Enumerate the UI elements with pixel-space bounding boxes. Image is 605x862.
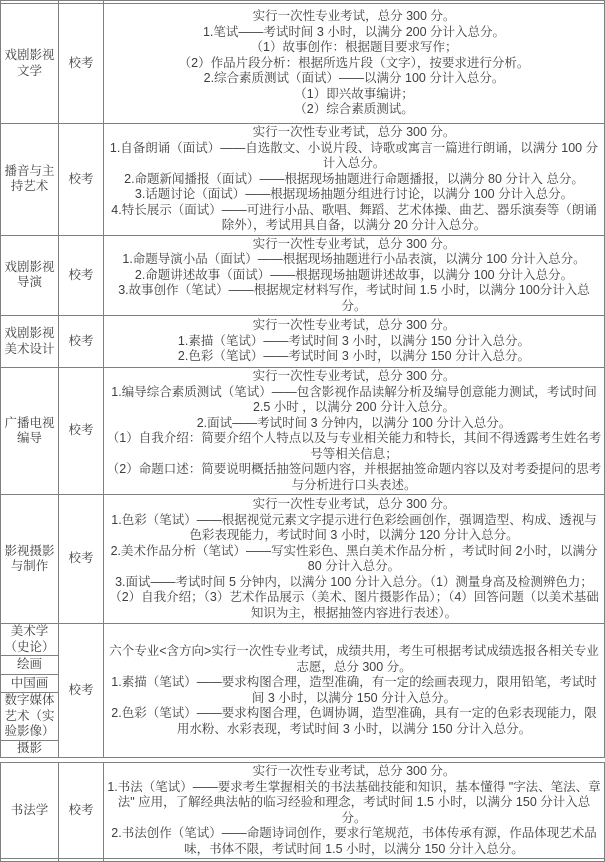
exam-type-cell: 校考 <box>59 124 104 236</box>
major-cell: 数字媒体艺术（实验影像） <box>1 693 59 741</box>
exam-type-cell: 校考 <box>59 624 104 758</box>
major-cell: 摄影 <box>1 741 59 758</box>
details-cell <box>104 4 605 124</box>
table-row <box>1 235 605 316</box>
detail-line: 1.色彩（笔试）——根据视觉元素文字提示进行色彩绘画创作，强调造型、构成、透视与色彩表现能力，考试时间 3 小时，以满分 120 分计入总分。 <box>111 512 597 542</box>
exam-type-cell: 校考 <box>59 316 104 368</box>
detail-line: 1.命题导演小品（面试）——根据现场抽题进行小品表演，以满分 100 分计入总分。 <box>122 252 586 266</box>
detail-line: 1.自备朗诵（面试）——自选散文、小说片段、诗歌或寓言一篇进行朗诵，以满分 100 分计入总分。 <box>109 140 599 170</box>
major-cell: 广播电视编导 <box>1 368 59 495</box>
partial-cell <box>1 859 59 862</box>
partial-row-bottom <box>1 859 605 862</box>
detail-line: 六个专业<含方向>实行一次性专业考试，成绩共用，考生可根据考试成绩选报各相关专业志愿，总分 300 分。 <box>109 644 599 674</box>
major-cell: 美术学（史论） <box>1 624 59 656</box>
detail-line: （2）命题口述：简要说明概括抽签问题内容，并根据抽签命题内容以及对考委提问的思考与分析进行口头表述。 <box>106 462 602 492</box>
major-cell: 戏剧影视美术设计 <box>1 316 59 368</box>
table-row <box>1 316 605 368</box>
detail-line: 实行一次性专业考试，总分 300 分。 <box>252 236 456 251</box>
detail-line: （1）即兴故事编讲； <box>294 86 414 101</box>
major-cell: 中国画 <box>1 675 59 693</box>
exam-type-cell: 校考 <box>59 235 104 316</box>
major-cell: 绘画 <box>1 656 59 675</box>
detail-line: 实行一次性专业考试，总分 300 分。 <box>252 369 456 383</box>
detail-line: 实行一次性专业考试，总分 300 分。 <box>252 9 456 24</box>
exam-type-cell: 校考 <box>59 4 104 124</box>
detail-line: （1）自我介绍：简要介绍个人特点以及与专业相关能力和特长，其间不得透露考生姓名考号等相关信息； <box>106 431 602 461</box>
detail-line: 2.面试——考试时间 3 分钟内，以满分 100 分计入总分。 <box>196 415 512 430</box>
major-cell: 播音与主持艺术 <box>1 124 59 236</box>
detail-line: 实行一次性专业考试，总分 300 分。 <box>252 125 456 139</box>
exam-type-cell: 校考 <box>59 763 104 859</box>
partial-cell <box>59 859 104 862</box>
detail-line: 实行一次性专业考试，总分 300 分。 <box>252 318 456 333</box>
detail-line: 3.面试——考试时间 5 分钟内，以满分 100 分计入总分。（1）测量身高及检测辨色力；（2）自我介绍；（3）艺术作品展示（美术、图片摄影作品）；（4）回答问题（以美术基础知识为主，根据抽签内容进行表述）。 <box>109 574 599 620</box>
detail-line: 1.素描（笔试）——要求构图合理，造型准确，有一定的绘画表现力，限用铅笔，考试时间 3 小时，以满分 150 分计入总分。 <box>111 675 597 705</box>
detail-line: 2.色彩（笔试）——要求构图合理，色调协调，造型准确，具有一定的色彩表现能力，限用水粉、水彩表现，考试时间 3 小时，以满分 150 分计入总分。 <box>111 706 597 736</box>
details-cell <box>104 316 605 368</box>
details-cell <box>104 235 605 316</box>
detail-line: （2）作品片段分析：根据所选片段（文字），按要求进行分析。 <box>178 55 530 70</box>
details-cell <box>104 763 605 859</box>
detail-line: 1.笔试——考试时间 3 小时，以满分 200 分计入总分。 <box>202 24 506 39</box>
detail-line: 4.特长展示（面试）——可进行小品、歌唱、舞蹈、艺术体操、曲艺、器乐演奏等（朗诵除外），考试用具自备，以满分 20 分计入总分。 <box>111 202 597 232</box>
detail-line: （2）综合素质测试。 <box>294 102 414 117</box>
detail-line: 2.命题新闻播报（面试）——根据现场抽题进行命题播报，以满分 80 分计入 总分。 <box>124 171 584 186</box>
detail-line: （1）故事创作：根据题目要求写作； <box>250 40 458 55</box>
table-row <box>1 4 605 124</box>
detail-line: 2.综合素质测试（面试）——以满分 100 分计入总分。 <box>203 71 505 86</box>
details-cell <box>104 495 605 624</box>
major-cell: 戏剧影视导演 <box>1 235 59 316</box>
exam-type-cell: 校考 <box>59 495 104 624</box>
partial-cell <box>104 859 605 862</box>
table-row <box>1 624 605 656</box>
detail-line: 1.书法（笔试）——要求考生掌握相关的书法基础技能和知识，基本懂得 "字法、笔法、章法" 应用，了解经典法帖的临习经验和理念，考试时间 1.5 小时，以满分 150 分计入总分。 <box>107 779 601 825</box>
detail-line: 实行一次性专业考试，总分 300 分。 <box>252 497 456 511</box>
details-cell <box>104 124 605 236</box>
detail-line: 2.色彩（笔试）——考试时间 3 小时，以满分 150 分计入总分。 <box>177 349 531 364</box>
table-row <box>1 124 605 236</box>
table-row <box>1 368 605 495</box>
table-row <box>1 763 605 859</box>
detail-line: 3.故事创作（笔试）——根据规定材料写作，考试时间 1.5 小时，以满分 100分计入总分。 <box>118 283 590 313</box>
detail-line: 1.编导综合素质测试（笔试）——包含影视作品读解分析及编导创意能力测试，考试时间 2.5 小时 ，以满分 200 分计入总分。 <box>111 384 597 414</box>
detail-line: 3.话题讨论（面试）——根据现场抽题分组进行讨论，以满分 100 分计入总分。 <box>134 187 574 201</box>
detail-line: 2.书法创作（笔试）——命题诗词创作，要求行笔规范，书体传承有源，作品体现艺术品味，书体不限，考试时间 1.5 小时，以满分 150 分计入总分。 <box>111 826 597 856</box>
major-cell: 影视摄影与制作 <box>1 495 59 624</box>
table-row <box>1 495 605 624</box>
exam-requirements-table-lower <box>0 762 605 862</box>
detail-line: 2.美术作品分析（笔试）——写实性彩色、黑白美术作品分析 ，考试时间 2小时，以满分 80 分计入总分。 <box>110 543 598 573</box>
details-cell <box>104 368 605 495</box>
exam-type-cell: 校考 <box>59 368 104 495</box>
major-cell: 戏剧影视文学 <box>1 4 59 124</box>
detail-line: 实行一次性专业考试，总分 300 分。 <box>252 764 456 778</box>
detail-line: 1.素描（笔试）——考试时间 3 小时，以满分 150 分计入总分。 <box>177 333 531 348</box>
major-cell: 书法学 <box>1 763 59 859</box>
details-cell <box>104 624 605 758</box>
detail-line: 2.命题讲述故事（面试）——根据现场抽题讲述故事，以满分 100 分计入总分。 <box>134 267 574 282</box>
